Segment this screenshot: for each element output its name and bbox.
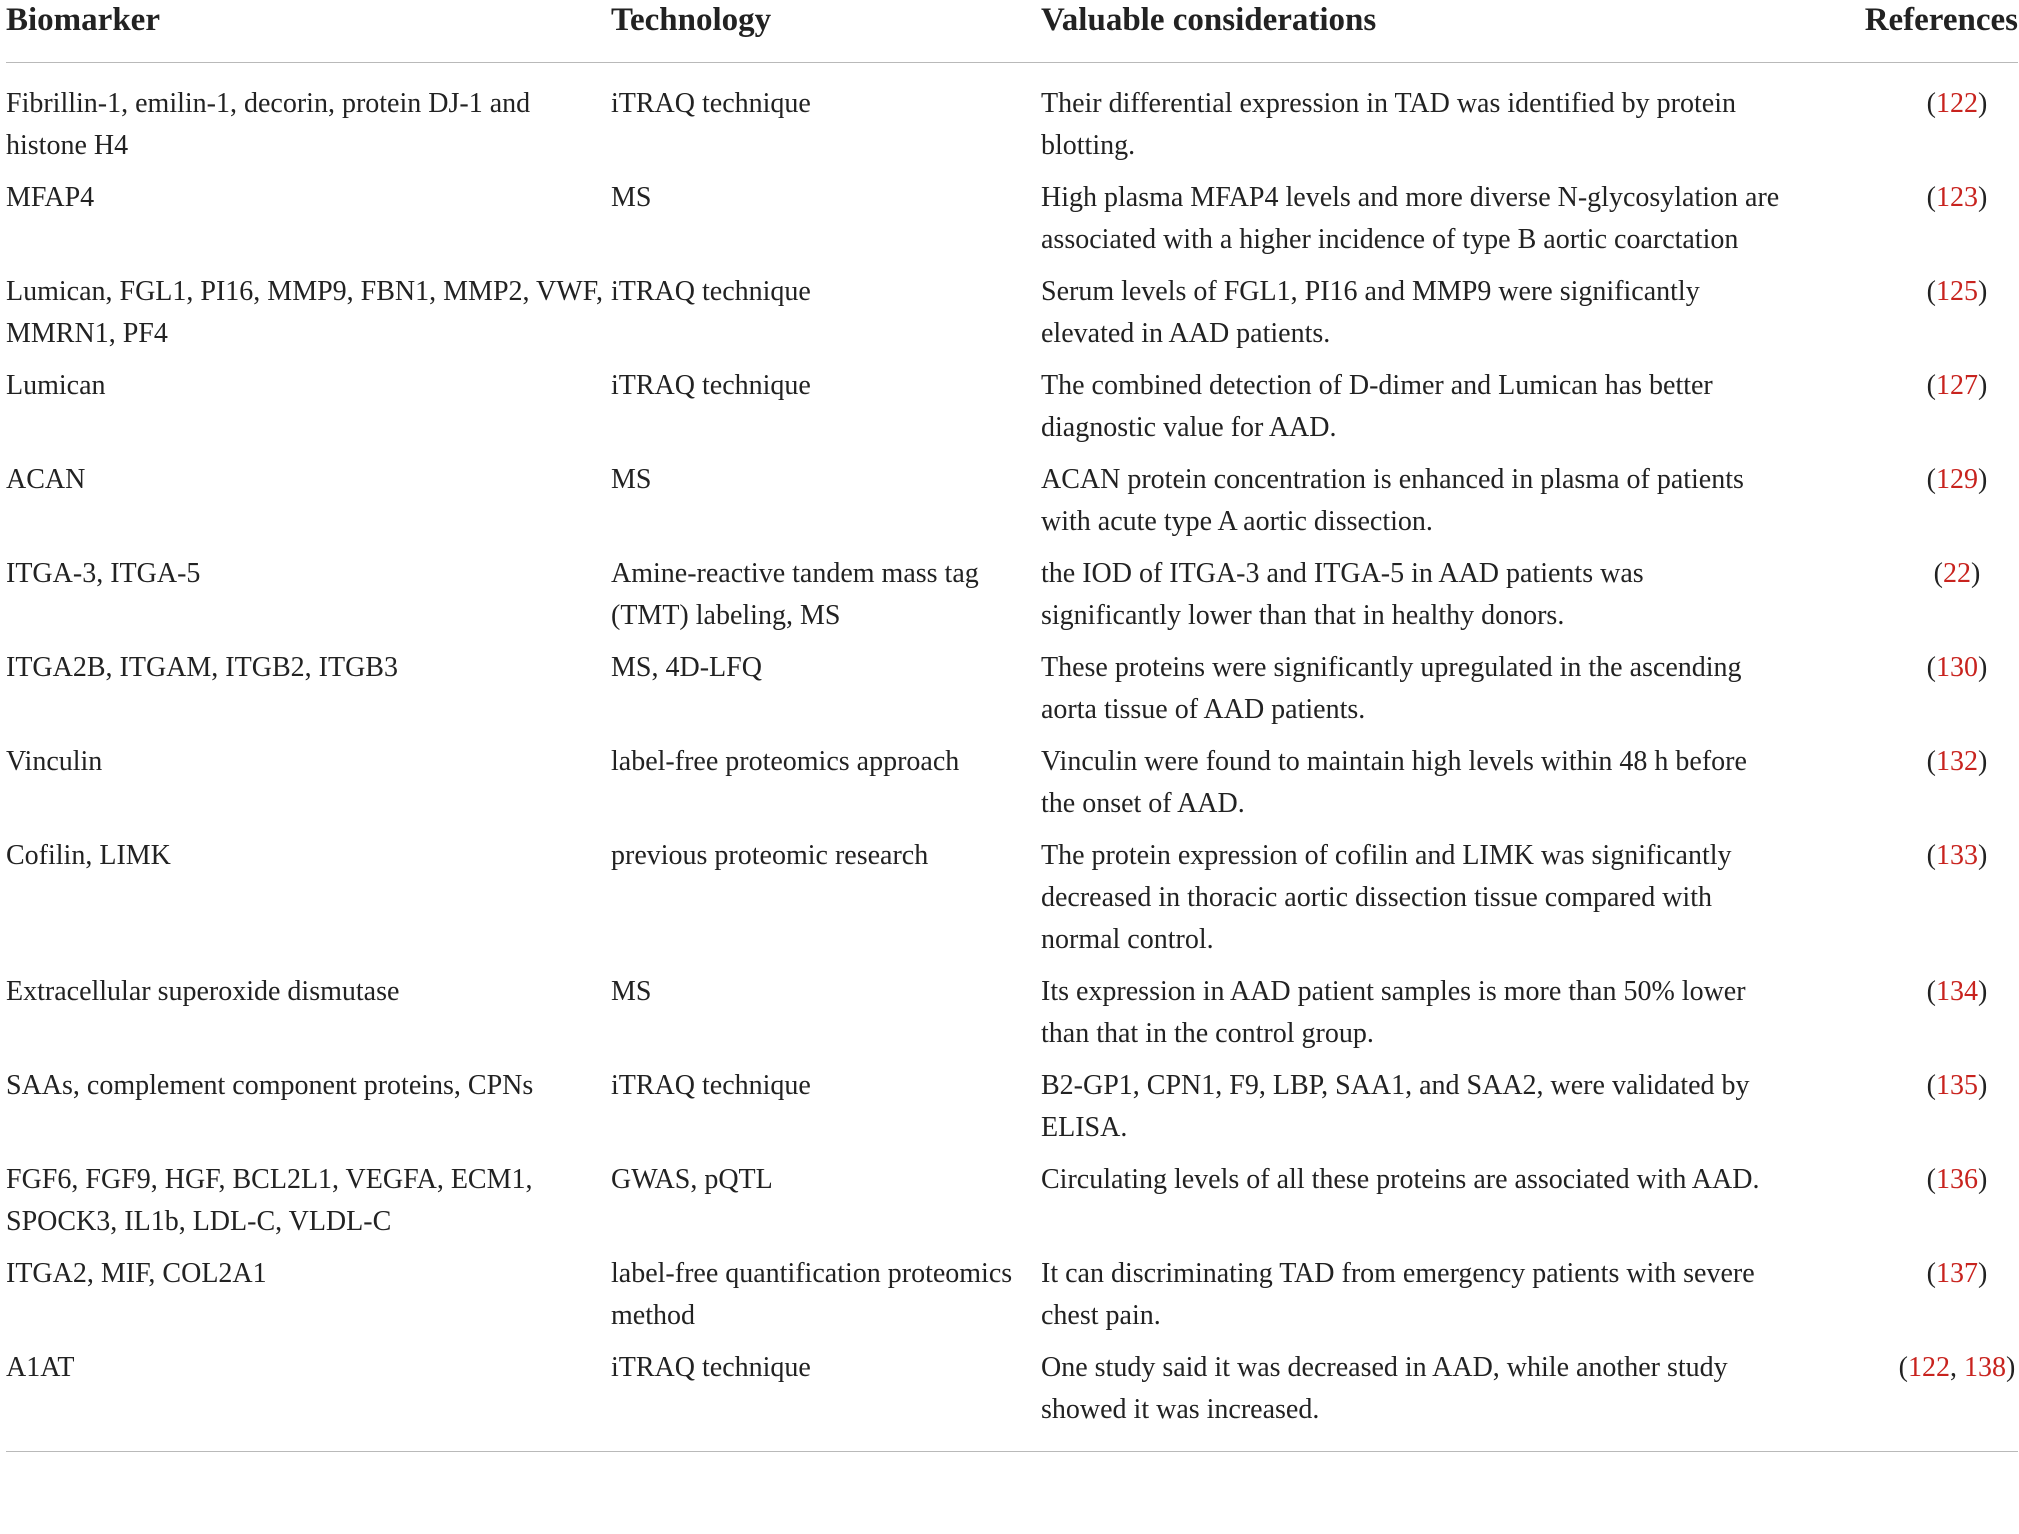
citation-link[interactable]: 125	[1936, 276, 1978, 307]
citation-link[interactable]: 137	[1936, 1258, 1978, 1289]
citation-link[interactable]: 122	[1908, 1352, 1950, 1383]
table-row	[6, 741, 2018, 835]
close-paren: )	[1978, 276, 1988, 307]
table-row	[6, 971, 2018, 1065]
table-header-row	[6, 0, 2018, 63]
open-paren: (	[1926, 1070, 1936, 1101]
technology-cell: iTRAQ technique	[611, 88, 811, 119]
biomarker-cell: Lumican	[6, 370, 106, 401]
considerations-cell: Its expression in AAD patient samples is more than 50% lower than that in the control group.	[1041, 976, 1746, 1049]
table-row	[6, 365, 2018, 459]
close-paren: )	[1978, 1070, 1988, 1101]
open-paren: (	[1926, 746, 1936, 777]
citation-link[interactable]: 134	[1936, 976, 1978, 1007]
close-paren: )	[1978, 976, 1988, 1007]
citation-link[interactable]: 127	[1936, 370, 1978, 401]
considerations-cell: B2-GP1, CPN1, F9, LBP, SAA1, and SAA2, were validated by ELISA.	[1041, 1070, 1750, 1143]
table-row	[6, 1065, 2018, 1159]
close-paren: )	[1978, 840, 1988, 871]
biomarker-cell: ITGA-3, ITGA-5	[6, 558, 201, 589]
open-paren: (	[1926, 1258, 1936, 1289]
open-paren: (	[1926, 370, 1936, 401]
technology-cell: iTRAQ technique	[611, 1070, 811, 1101]
citation-link[interactable]: 129	[1936, 464, 1978, 495]
biomarker-cell: MFAP4	[6, 182, 95, 213]
technology-cell: previous proteomic research	[611, 840, 929, 871]
references-cell	[1801, 63, 2018, 178]
citation-link[interactable]: 123	[1936, 182, 1978, 213]
technology-cell: MS	[611, 464, 652, 495]
technology-cell: label-free quantification proteomics method	[611, 1258, 1013, 1331]
header-considerations: Valuable considerations	[1041, 0, 1801, 63]
close-paren: )	[1978, 88, 1988, 119]
references-cell	[1801, 271, 2018, 365]
references-cell	[1801, 1159, 2018, 1253]
technology-cell: GWAS, pQTL	[611, 1164, 773, 1195]
biomarker-cell: Fibrillin-1, emilin-1, decorin, protein DJ-1 and histone H4	[6, 88, 531, 161]
biomarker-cell: ITGA2, MIF, COL2A1	[6, 1258, 267, 1289]
biomarker-cell: Vinculin	[6, 746, 103, 777]
references-cell	[1801, 1253, 2018, 1347]
considerations-cell: Their differential expression in TAD was identified by protein blotting.	[1041, 88, 1736, 161]
considerations-cell: It can discriminating TAD from emergency patients with severe chest pain.	[1041, 1258, 1755, 1331]
table-body	[6, 63, 2018, 1452]
references-cell	[1801, 553, 2018, 647]
close-paren: )	[1978, 746, 1988, 777]
citation-link[interactable]: 135	[1936, 1070, 1978, 1101]
citation-link[interactable]: 132	[1936, 746, 1978, 777]
table-row	[6, 835, 2018, 971]
close-paren: )	[1978, 370, 1988, 401]
open-paren: (	[1926, 1164, 1936, 1195]
open-paren: (	[1926, 652, 1936, 683]
table-row	[6, 271, 2018, 365]
close-paren: )	[1978, 464, 1988, 495]
citation-link[interactable]: 133	[1936, 840, 1978, 871]
table-row	[6, 1159, 2018, 1253]
table-row	[6, 63, 2018, 178]
close-paren: )	[1971, 558, 1981, 589]
table-row	[6, 647, 2018, 741]
technology-cell: iTRAQ technique	[611, 1347, 1041, 1452]
references-cell	[1801, 459, 2018, 553]
references-cell	[1801, 177, 2018, 271]
close-paren: )	[1978, 1164, 1988, 1195]
biomarker-table	[6, 0, 2018, 1452]
citation-separator: ,	[1950, 1352, 1964, 1383]
considerations-cell: High plasma MFAP4 levels and more diverse N-glycosylation are associated with a higher incidence of type B aortic coarctation	[1041, 182, 1780, 255]
open-paren: (	[1926, 840, 1936, 871]
open-paren: (	[1926, 182, 1936, 213]
biomarker-table-container	[6, 0, 2018, 1452]
header-technology: Technology	[611, 0, 1041, 63]
technology-cell: MS	[611, 976, 652, 1007]
open-paren: (	[1926, 464, 1936, 495]
biomarker-cell: Extracellular superoxide dismutase	[6, 976, 400, 1007]
open-paren: (	[1926, 976, 1936, 1007]
considerations-cell: One study said it was decreased in AAD, while another study showed it was increased.	[1041, 1347, 1801, 1452]
technology-cell: label-free proteomics approach	[611, 746, 960, 777]
biomarker-cell: ACAN	[6, 464, 86, 495]
technology-cell: iTRAQ technique	[611, 276, 811, 307]
technology-cell: Amine-reactive tandem mass tag (TMT) labeling, MS	[611, 558, 979, 631]
open-paren: (	[1926, 276, 1936, 307]
table-row	[6, 1253, 2018, 1347]
references-cell	[1801, 1065, 2018, 1159]
references-cell	[1801, 1347, 2018, 1452]
citation-link[interactable]: 138	[1964, 1352, 2006, 1383]
header-biomarker: Biomarker	[6, 0, 611, 63]
references-cell	[1801, 971, 2018, 1065]
biomarker-cell: ITGA2B, ITGAM, ITGB2, ITGB3	[6, 652, 398, 683]
table-row	[6, 553, 2018, 647]
technology-cell: iTRAQ technique	[611, 370, 811, 401]
technology-cell: MS	[611, 182, 652, 213]
considerations-cell: The combined detection of D-dimer and Lumican has better diagnostic value for AAD.	[1041, 370, 1713, 443]
biomarker-cell: A1AT	[6, 1347, 611, 1452]
technology-cell: MS, 4D-LFQ	[611, 652, 762, 683]
considerations-cell: The protein expression of cofilin and LIMK was significantly decreased in thoracic aortic dissection tissue compared with normal control.	[1041, 840, 1732, 955]
table-row	[6, 1347, 2018, 1452]
considerations-cell: the IOD of ITGA-3 and ITGA-5 in AAD patients was significantly lower than that in healthy donors.	[1041, 558, 1644, 631]
references-cell	[1801, 835, 2018, 971]
citation-link[interactable]: 22	[1943, 558, 1971, 589]
close-paren: )	[1978, 652, 1988, 683]
biomarker-cell: SAAs, complement component proteins, CPNs	[6, 1070, 534, 1101]
open-paren: (	[1933, 558, 1943, 589]
open-paren: (	[1898, 1352, 1908, 1383]
references-cell	[1801, 647, 2018, 741]
biomarker-cell: Lumican, FGL1, PI16, MMP9, FBN1, MMP2, VWF, MMRN1, PF4	[6, 276, 603, 349]
biomarker-cell: FGF6, FGF9, HGF, BCL2L1, VEGFA, ECM1, SPOCK3, IL1b, LDL-C, VLDL-C	[6, 1164, 533, 1237]
citation-link[interactable]: 122	[1936, 88, 1978, 119]
open-paren: (	[1926, 88, 1936, 119]
table-row	[6, 459, 2018, 553]
considerations-cell: These proteins were significantly upregulated in the ascending aorta tissue of AAD patients.	[1041, 652, 1742, 725]
considerations-cell: Serum levels of FGL1, PI16 and MMP9 were significantly elevated in AAD patients.	[1041, 276, 1700, 349]
close-paren: )	[1978, 182, 1988, 213]
header-references: References	[1801, 0, 2018, 63]
considerations-cell: ACAN protein concentration is enhanced in plasma of patients with acute type A aortic dissection.	[1041, 464, 1744, 537]
close-paren: )	[1978, 1258, 1988, 1289]
considerations-cell: Circulating levels of all these proteins are associated with AAD.	[1041, 1164, 1760, 1195]
references-cell	[1801, 741, 2018, 835]
citation-link[interactable]: 130	[1936, 652, 1978, 683]
biomarker-cell: Cofilin, LIMK	[6, 840, 171, 871]
close-paren: )	[2006, 1352, 2016, 1383]
citation-link[interactable]: 136	[1936, 1164, 1978, 1195]
considerations-cell: Vinculin were found to maintain high levels within 48 h before the onset of AAD.	[1041, 746, 1747, 819]
table-row	[6, 177, 2018, 271]
references-cell	[1801, 365, 2018, 459]
